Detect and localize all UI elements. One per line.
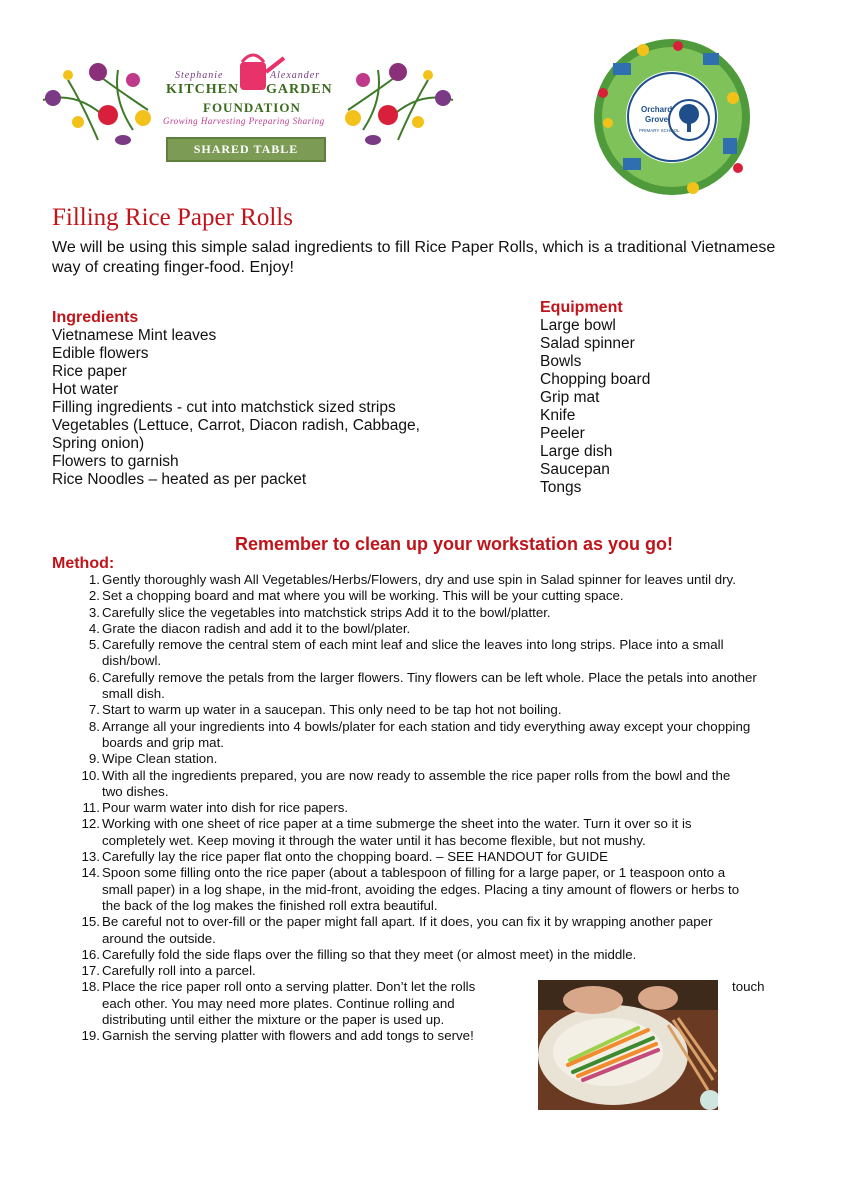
step-text-line: Carefully slice the vegetables into matchstick strips Add it to the bowl/platter. <box>102 604 551 620</box>
step-text-line: Be careful not to over-fill or the paper might fall apart. If it does, you can fix it by wrapping another paper <box>102 914 713 930</box>
page-title: Filling Rice Paper Rolls <box>52 204 293 231</box>
step-text-line: the back of the log makes the finished roll extra beautiful. <box>102 897 438 913</box>
school-sub: PRIMARY SCHOOL <box>639 128 680 133</box>
method-heading: Method: <box>52 555 115 572</box>
step-number: 13. <box>81 849 100 865</box>
step-text-line: Spoon some filling onto the rice paper (about a tablespoon of filling for a large paper, or 1 teaspoon onto a <box>102 865 726 881</box>
ingredient-item: Vegetables (Lettuce, Carrot, Diacon radish, Cabbage, <box>52 417 420 434</box>
ingredients-list <box>52 327 452 489</box>
method-step <box>52 768 802 801</box>
step-text-line: two dishes. <box>102 783 169 799</box>
step-text-line: Pour warm water into dish for rice papers. <box>102 800 349 816</box>
flower-cluster-right-icon <box>333 60 458 150</box>
ingredient-item: Spring onion) <box>52 435 145 452</box>
method-step <box>52 572 802 588</box>
ingredient-item: Filling ingredients - cut into matchstick sized strips <box>52 399 396 416</box>
flower-cluster-left-icon <box>38 60 163 150</box>
ingredient-item: Rice Noodles – heated as per packet <box>52 471 307 488</box>
reminder-text: Remember to clean up your workstation as you go! <box>234 534 674 554</box>
ingredient-item: Hot water <box>52 381 119 398</box>
equipment-item: Saucepan <box>540 461 610 478</box>
step-number: 4. <box>88 620 100 636</box>
step-text-line: around the outside. <box>102 930 216 946</box>
intro-text: We will be using this simple salad ingredients to fill Rice Paper Rolls, which is a traditional Vietnamese way of creating finger-food. Enjoy! <box>52 239 776 276</box>
step-text-line: Carefully fold the side flaps over the filling so that they meet (or almost meet) in the middle. <box>102 946 637 962</box>
equipment-item: Bowls <box>540 353 582 370</box>
ingredient-item: Edible flowers <box>52 345 149 362</box>
step-text-line: Start to warm up water in a saucepan. This only need to be tap hot not boiling. <box>102 702 562 718</box>
step-text-line: Carefully lay the rice paper flat onto the chopping board. – SEE HANDOUT for GUIDE <box>102 849 609 865</box>
step-number: 11. <box>82 800 100 816</box>
school-name-line2: Grove <box>645 115 669 124</box>
brand-garden: GARDEN <box>266 82 333 97</box>
equipment-item: Salad spinner <box>540 335 635 352</box>
step-text-line: dish/bowl. <box>102 653 162 669</box>
brand-tagline: Growing Harvesting Preparing Sharing <box>163 116 325 126</box>
ingredient-item: Vietnamese Mint leaves <box>52 327 217 344</box>
equipment-item: Grip mat <box>540 389 600 406</box>
step-text-line: small paper) in a log shape, in the mid-front, avoiding the edges. Placing a tiny amount of flowers or herbs to <box>102 881 740 897</box>
step-text-line: Gently thoroughly wash All Vegetables/Herbs/Flowers, dry and use spin in Salad spinner for leaves until dry. <box>102 572 736 587</box>
step-text-line: small dish. <box>102 686 165 702</box>
step-number: 7. <box>88 702 100 718</box>
ingredient-item: Flowers to garnish <box>52 453 179 470</box>
method-steps <box>52 572 802 1045</box>
method-step <box>52 816 802 849</box>
step-text-line: Carefully remove the petals from the larger flowers. Tiny flowers can be left whole. Place the petals into another <box>102 669 757 685</box>
step-number: 14. <box>81 865 100 881</box>
method-step <box>52 637 802 670</box>
step-number: 2. <box>88 588 100 604</box>
step-text-line: Place the rice paper roll onto a serving platter. Don’t let the rolls <box>102 979 476 995</box>
equipment-item: Knife <box>540 407 576 424</box>
step-number: 6. <box>88 669 100 685</box>
equipment-item: Large dish <box>540 443 613 460</box>
method-step <box>52 605 802 621</box>
step-text-line: boards and grip mat. <box>102 734 224 750</box>
step-number: 15. <box>81 914 100 930</box>
method-step <box>52 800 802 816</box>
step-text-line: Set a chopping board and mat where you will be working. This will be your cutting space. <box>102 588 624 604</box>
brand-foundation: FOUNDATION <box>203 100 301 115</box>
step-text-line: Arrange all your ingredients into 4 bowls/plater for each station and tidy everything away except your chopping <box>102 718 751 734</box>
brand-stephanie: Stephanie <box>175 70 224 81</box>
step-number: 19. <box>81 1028 100 1044</box>
brand-kitchen: KITCHEN <box>166 82 240 97</box>
equipment-item: Peeler <box>540 425 585 442</box>
school-name-line1: Orchard <box>641 105 673 114</box>
step-number: 12. <box>81 816 100 832</box>
step-text-line: Working with one sheet of rice paper at a time submerge the sheet into the water. Turn it over so it is <box>102 816 692 832</box>
ingredients-heading: Ingredients <box>52 309 139 326</box>
brand-alexander: Alexander <box>270 70 321 81</box>
method-step <box>52 702 802 718</box>
step-text-line: Carefully roll into a parcel. <box>102 963 256 979</box>
step-text-line: Grate the diacon radish and add it to the bowl/plater. <box>102 620 411 636</box>
method-step <box>52 719 802 752</box>
step-text-line: Garnish the serving platter with flowers and add tongs to serve! <box>102 1028 474 1044</box>
step-text-line: each other. You may need more plates. Continue rolling and <box>102 995 455 1011</box>
method-step <box>52 751 802 767</box>
equipment-item: Tongs <box>540 479 582 496</box>
step-text-line: Carefully remove the central stem of each mint leaf and slice the leaves into long strips. Place into a small <box>102 637 724 653</box>
step-number: 8. <box>88 718 100 734</box>
step-number: 18. <box>81 979 100 995</box>
method-step <box>52 621 802 637</box>
kitchen-garden-logo <box>38 50 458 165</box>
method-step <box>52 947 802 963</box>
step-number: 16. <box>81 946 100 962</box>
step-number: 1. <box>88 572 100 587</box>
step-text-line: Wipe Clean station. <box>102 751 218 767</box>
method-step <box>52 588 802 604</box>
step-number: 10. <box>81 767 100 783</box>
step-number: 3. <box>88 604 100 620</box>
school-logo <box>583 28 761 206</box>
school-wreath-icon <box>583 28 761 206</box>
step-text-tail: touch <box>732 979 765 995</box>
step-number: 5. <box>88 637 100 653</box>
rice-paper-roll-image <box>538 980 718 1110</box>
step-text-line: completely wet. Keep moving it through the water until it has become flexible, but not mushy. <box>102 832 646 848</box>
ingredient-item: Rice paper <box>52 363 127 380</box>
method-step <box>52 963 802 979</box>
method-step <box>52 670 802 703</box>
step-text-line: With all the ingredients prepared, you are now ready to assemble the rice paper rolls from the bowl and the <box>102 767 731 783</box>
equipment-heading: Equipment <box>540 299 623 316</box>
step-number: 17. <box>81 963 100 979</box>
method-step <box>52 865 802 914</box>
method-step <box>52 849 802 865</box>
step-text-line: distributing until either the mixture or the paper is used up. <box>102 1012 445 1028</box>
equipment-list <box>540 317 650 497</box>
step-number: 9. <box>88 751 100 767</box>
equipment-item: Large bowl <box>540 317 616 334</box>
method-step <box>52 914 802 947</box>
rice-paper-roll-photo <box>538 980 718 1110</box>
equipment-item: Chopping board <box>540 371 651 388</box>
shared-table-badge: SHARED TABLE <box>166 137 326 162</box>
